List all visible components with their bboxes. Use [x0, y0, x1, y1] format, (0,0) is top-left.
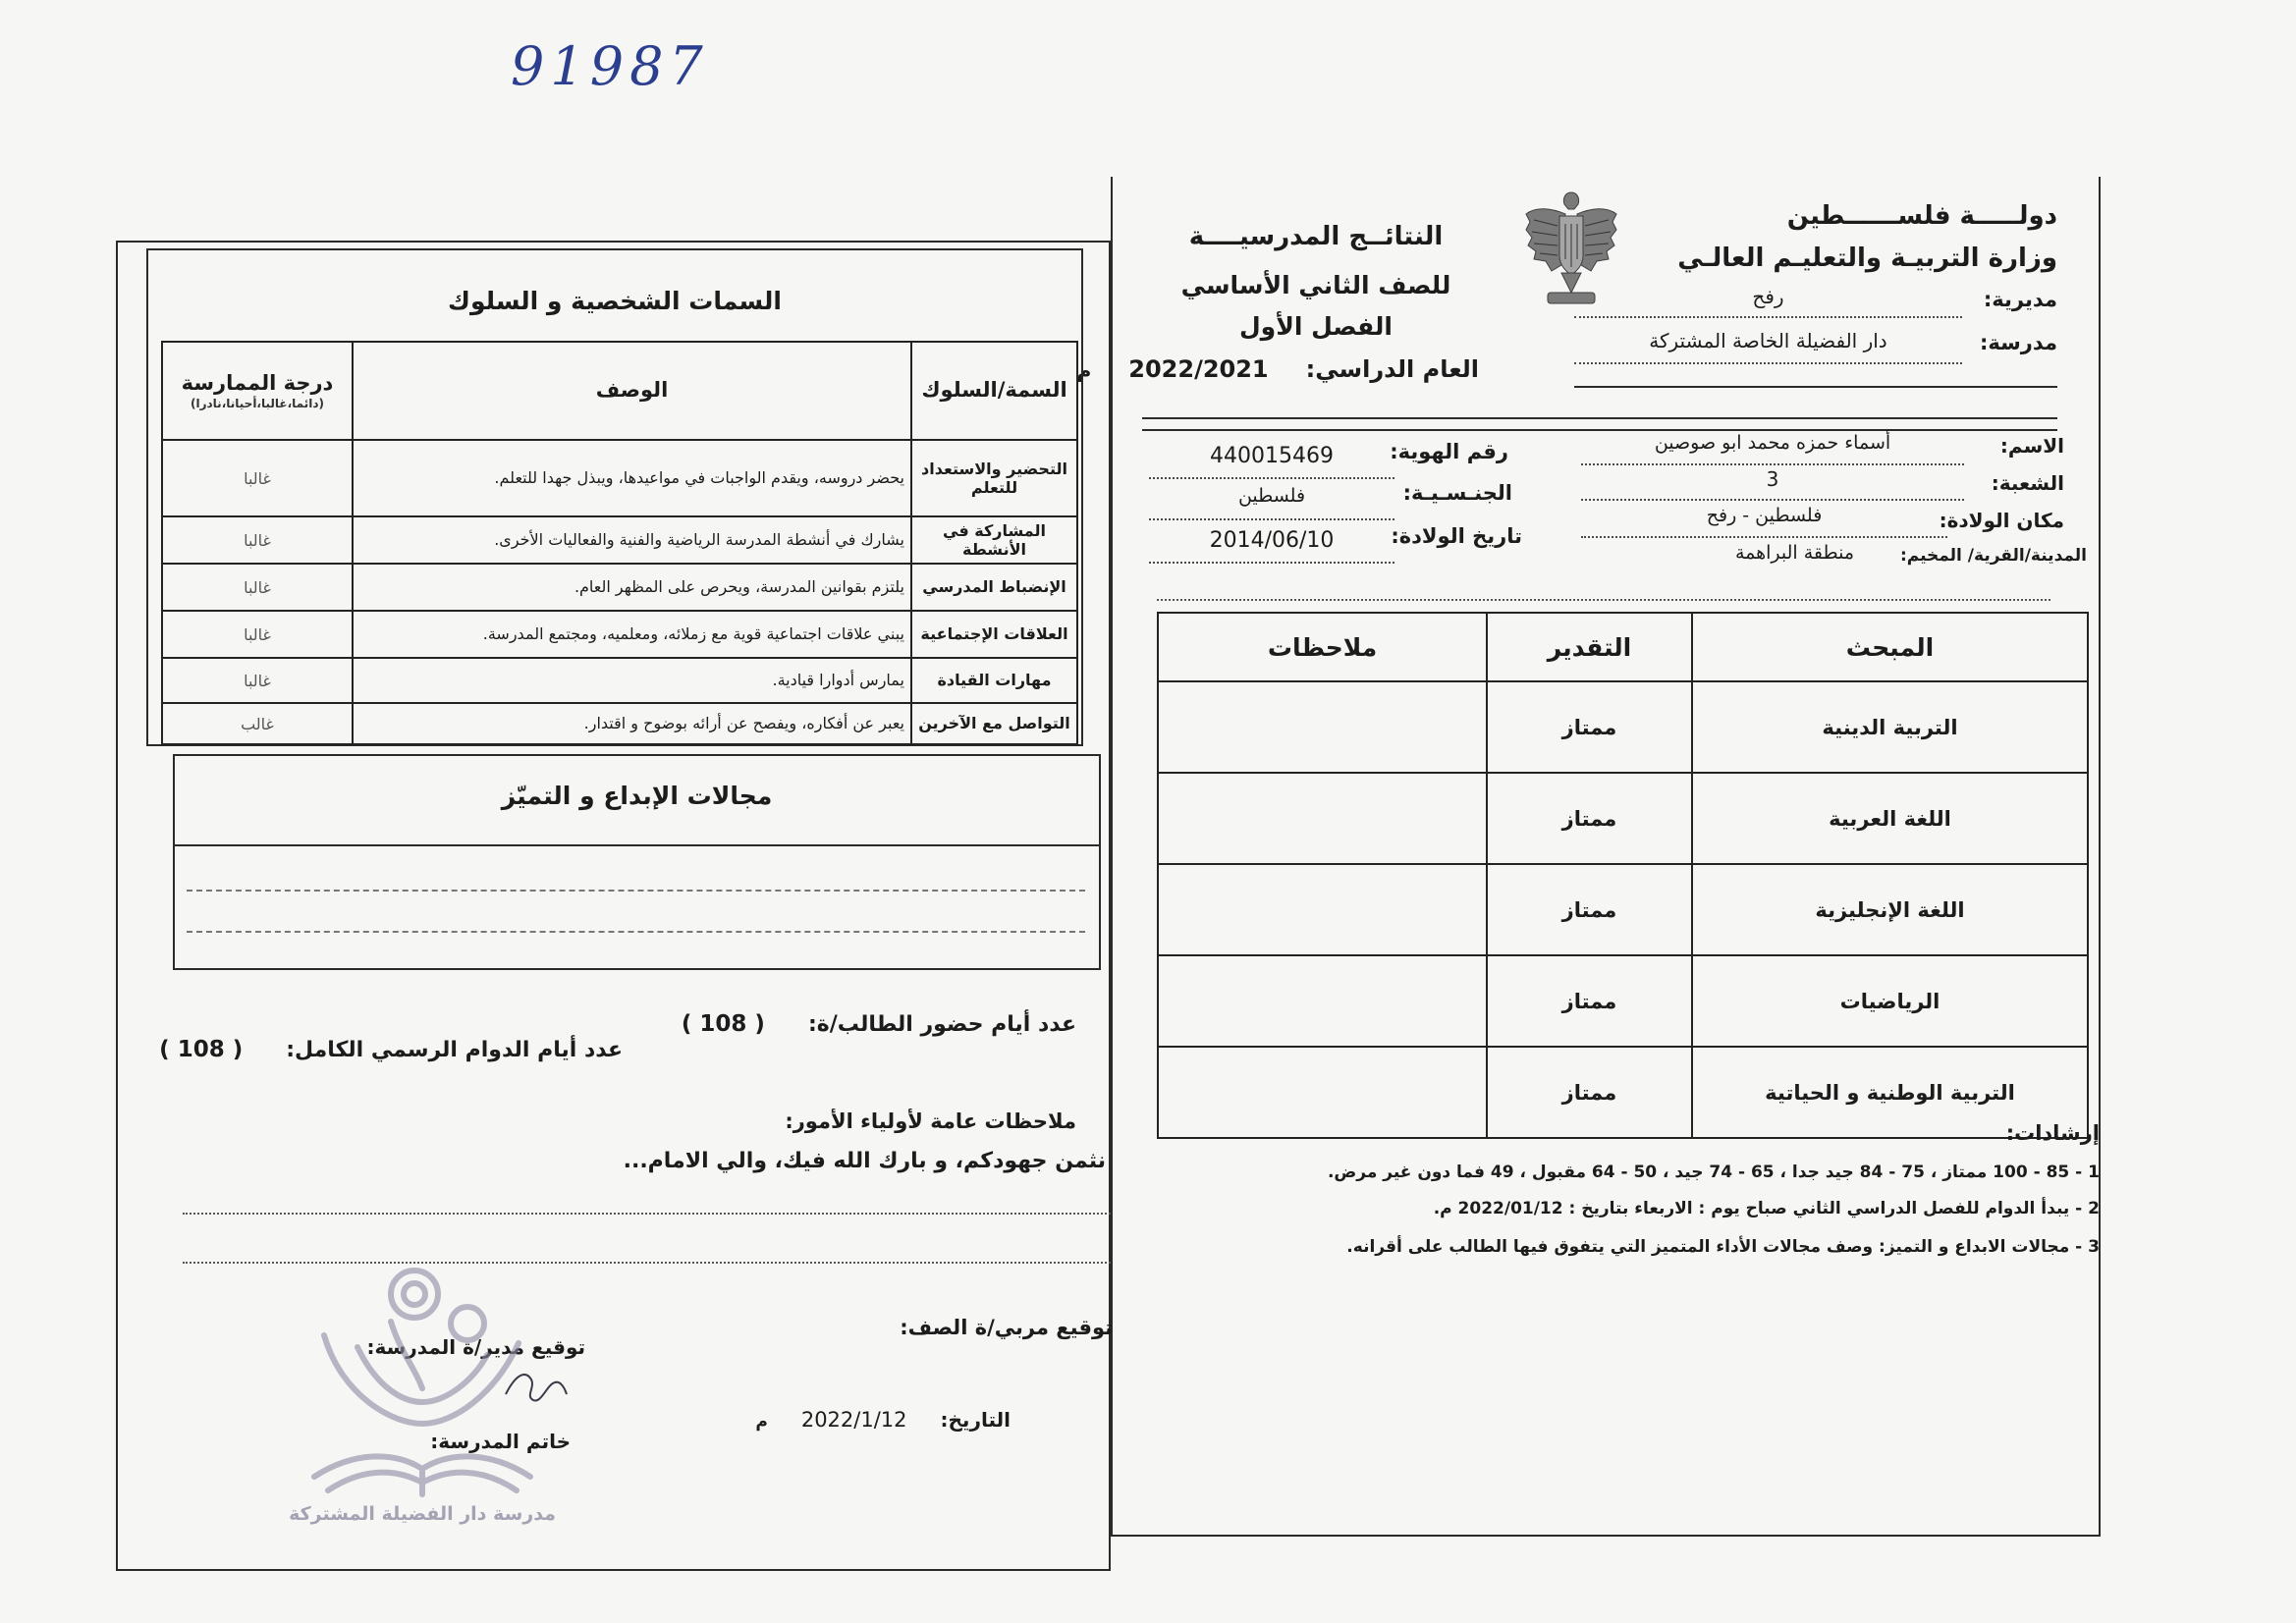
table-row: [162, 703, 1077, 744]
trait-description: يعبر عن أفكاره، ويفصح عن أرائه بوضوح و اقتدار.: [353, 703, 911, 744]
degree-header-label: درجة الممارسة: [181, 370, 334, 395]
directorate-label: مديرية:: [1983, 288, 2057, 311]
trait-degree: غالبا: [162, 440, 353, 516]
trait-description: يلتزم بقوانين المدرسة، ويحرص على المظهر العام.: [353, 564, 911, 611]
subject-notes: [1158, 681, 1487, 773]
degree-header-hint: (دائما،غالبا،أحيانا،نادرا): [191, 396, 324, 410]
subject-grade: ممتاز: [1487, 955, 1692, 1047]
id-label: رقم الهوية:: [1390, 440, 1508, 463]
school-value: دار الفضيلة الخاصة المشتركة: [1574, 329, 1962, 364]
remarks-label: ملاحظات عامة لأولياء الأمور:: [785, 1109, 1076, 1133]
academic-year-suffix: م: [1076, 358, 1092, 382]
nationality-value: فلسطين: [1149, 485, 1394, 520]
table-row: [1158, 864, 2088, 955]
degree-header: [162, 342, 353, 440]
id-value: 440015469: [1149, 444, 1394, 479]
guidance-item: 1 - 85 - 100 ممتاز ، 75 - 84 جيد جدا ، 65 - 74 جيد ، 50 - 64 مقبول ، 49 فما دون غير مرض.: [1327, 1163, 2100, 1182]
remarks-line-1: [183, 1213, 1111, 1215]
birthdate-label: تاريخ الولادة:: [1391, 524, 1522, 548]
academic-year: [1077, 355, 1479, 383]
report-title: النتائــج المدرسيــــة: [1188, 222, 1444, 251]
subject-name: التربية الوطنية و الحياتية: [1692, 1047, 2088, 1138]
attendance-official-value: ( 108 ): [159, 1037, 243, 1062]
header-rule: [1574, 386, 2057, 388]
directorate-value: رفح: [1574, 285, 1962, 318]
trait-degree: غالبا: [162, 611, 353, 658]
creativity-title-rule: [173, 844, 1101, 846]
notes-header: ملاحظات: [1158, 613, 1487, 681]
birthplace-label: مكان الولادة:: [1939, 509, 2064, 532]
issue-date-suffix: م: [755, 1412, 768, 1432]
trait-description: يمارس أدوارا قيادية.: [353, 658, 911, 703]
term-name: الفصل الأول: [1238, 312, 1394, 341]
trait-description: يحضر دروسه، ويقدم الواجبات في مواعيدها، ويبذل جهدا للتعلم.: [353, 440, 911, 516]
trait-header: السمة/السلوك: [911, 342, 1077, 440]
teacher-signature-label: توقيع مربي/ة الصف:: [900, 1316, 1113, 1339]
creativity-title: مجالات الإبداع و التميّز: [501, 782, 773, 810]
subject-grade: ممتاز: [1487, 864, 1692, 955]
trait-degree: غالب: [162, 703, 353, 744]
academic-year-label: العام الدراسي:: [1305, 355, 1479, 383]
subject-grade: ممتاز: [1487, 773, 1692, 864]
ministry-name: وزارة التربيـة والتعليـم العالـي: [1677, 243, 2057, 273]
grade-header: التقدير: [1487, 613, 1692, 681]
table-row: [1158, 1047, 2088, 1138]
traits-title: السمات الشخصية و السلوك: [448, 287, 782, 315]
trait-name: الإنضباط المدرسي: [911, 564, 1077, 611]
subject-notes: [1158, 773, 1487, 864]
subjects-table: [1157, 612, 2089, 1139]
attendance-present: [682, 1011, 1076, 1037]
subject-notes: [1158, 955, 1487, 1047]
school-stamp: [285, 1259, 560, 1539]
grade-level: للصف الثاني الأساسي: [1180, 271, 1451, 299]
issue-date-value: 2022/1/12: [800, 1408, 907, 1432]
creativity-line-1: [187, 890, 1085, 892]
subjects-header-row: [1158, 613, 2088, 681]
locality-label: المدينة/القرية/ المخيم:: [1899, 546, 2087, 566]
issue-date: [755, 1408, 1011, 1432]
info-top-rule-1: [1142, 417, 2057, 419]
table-row: [1158, 773, 2088, 864]
attendance-present-label: عدد أيام حضور الطالب/ة:: [807, 1012, 1076, 1037]
trait-degree: غالبا: [162, 658, 353, 703]
nationality-label: الجنـسـيـة:: [1402, 481, 1512, 505]
locality-value: منطقة البراهمة: [1734, 542, 1855, 564]
trait-degree: غالبا: [162, 564, 353, 611]
traits-table: [161, 341, 1078, 745]
subject-notes: [1158, 864, 1487, 955]
trait-name: العلاقات الإجتماعية: [911, 611, 1077, 658]
table-row: [162, 516, 1077, 564]
subject-grade: ممتاز: [1487, 1047, 1692, 1138]
subject-notes: [1158, 1047, 1487, 1138]
trait-description: يشارك في أنشطة المدرسة الرياضية والفنية والفعاليات الأخرى.: [353, 516, 911, 564]
guidance-item: 3 - مجالات الابداع و التميز: وصف مجالات الأداء المتميز التي يتفوق فيها الطالب على أقرانه.: [1346, 1237, 2100, 1257]
table-row: [162, 440, 1077, 516]
subject-name: التربية الدينية: [1692, 681, 2088, 773]
subject-header: المبحث: [1692, 613, 2088, 681]
attendance-official-label: عدد أيام الدوام الرسمي الكامل:: [286, 1038, 623, 1062]
info-top-rule-2: [1142, 429, 2057, 431]
student-name-label: الاسم:: [1999, 434, 2064, 458]
trait-degree: غالبا: [162, 516, 353, 564]
trait-name: مهارات القيادة: [911, 658, 1077, 703]
section-value: 3: [1581, 467, 1964, 501]
section-label: الشعبة:: [1991, 471, 2064, 495]
school-label: مدرسة:: [1979, 331, 2057, 354]
attendance-present-value: ( 108 ): [682, 1011, 765, 1037]
subject-name: اللغة العربية: [1692, 773, 2088, 864]
stamp-text: مدرسة دار الفضيلة المشتركة: [289, 1503, 556, 1525]
info-bottom-dotted-rule: [1157, 599, 2050, 601]
subject-name: الرياضيات: [1692, 955, 2088, 1047]
student-name-value: أسماء حمزه محمد ابو صوصين: [1581, 432, 1964, 465]
handwritten-number: 91987: [511, 35, 709, 97]
table-row: [1158, 955, 2088, 1047]
academic-year-value: 2022/2021: [1128, 355, 1269, 383]
table-row: [162, 564, 1077, 611]
table-row: [1158, 681, 2088, 773]
creativity-line-2: [187, 931, 1085, 933]
birthplace-value: فلسطين - رفح: [1581, 505, 1947, 538]
school-stamp-label: خاتم المدرسة:: [430, 1430, 571, 1453]
table-row: [162, 658, 1077, 703]
guidance-item: 2 - يبدأ الدوام للفصل الدراسي الثاني صباح يوم : الاربعاء بتاريخ : 2022/01/12 م.: [1433, 1199, 2100, 1218]
trait-name: التحضير والاستعداد للتعلم: [911, 440, 1077, 516]
birthdate-value: 2014/06/10: [1149, 528, 1394, 564]
state-name: دولـــــة فلســــــطين: [1786, 201, 2057, 231]
subject-name: اللغة الإنجليزية: [1692, 864, 2088, 955]
trait-name: المشاركة في الأنشطة: [911, 516, 1077, 564]
subject-grade: ممتاز: [1487, 681, 1692, 773]
attendance-official: [159, 1037, 623, 1062]
principal-signature-label: توقيع مدير/ة المدرسة:: [366, 1335, 585, 1359]
issue-date-label: التاريخ:: [940, 1408, 1011, 1432]
traits-header-row: [162, 342, 1077, 440]
guidance-title: إرشادات:: [2005, 1121, 2100, 1145]
remarks-text: نثمن جهودكم، و بارك الله فيك، والي الامام...: [623, 1149, 1106, 1173]
table-row: [162, 611, 1077, 658]
description-header: الوصف: [353, 342, 911, 440]
trait-name: التواصل مع الآخرين: [911, 703, 1077, 744]
trait-description: يبني علاقات اجتماعية قوية مع زملائه، ومعلميه، ومجتمع المدرسة.: [353, 611, 911, 658]
